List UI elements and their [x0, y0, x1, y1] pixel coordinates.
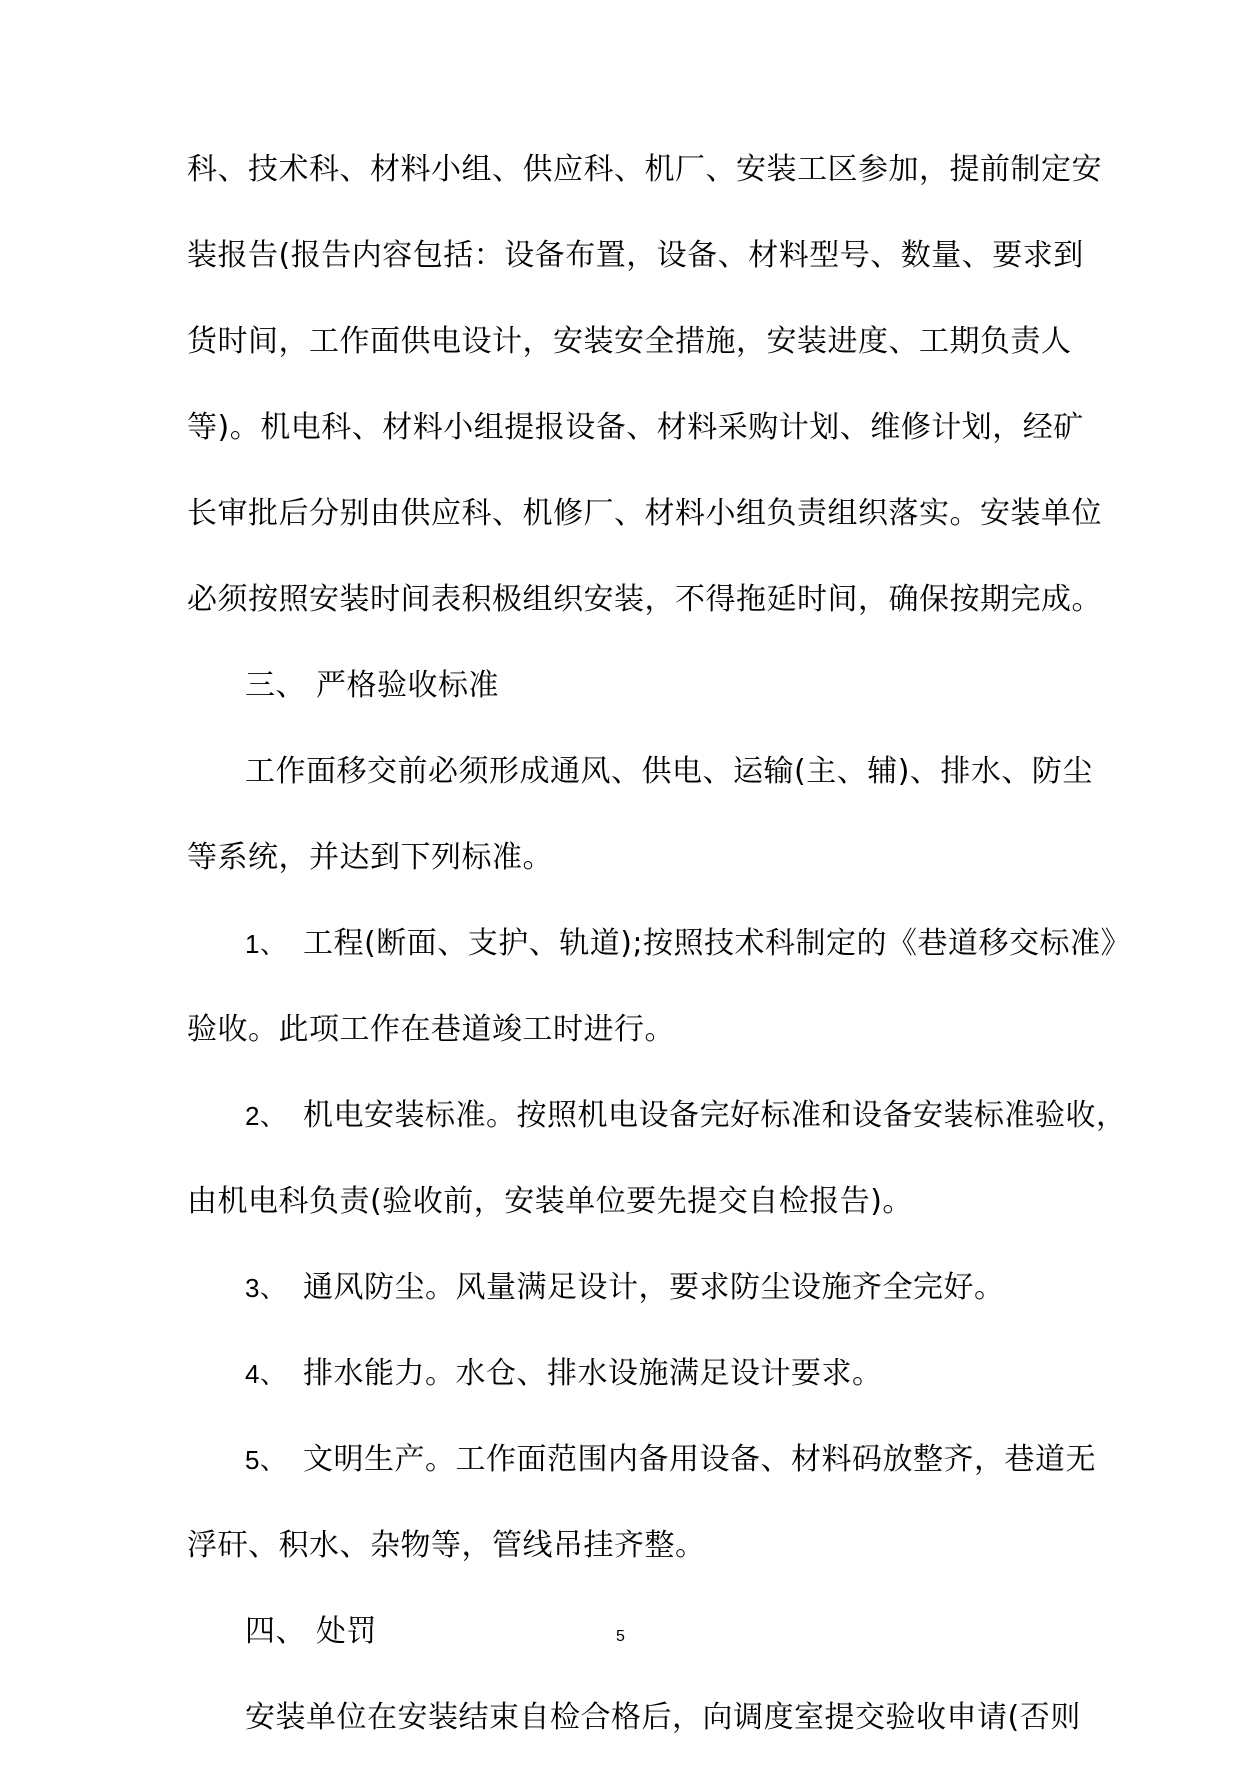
list-item-number: 1、 [245, 929, 287, 959]
paragraph-line [187, 1516, 1067, 1602]
heading-text: 四、 处罚 [245, 1614, 378, 1649]
list-item [187, 1430, 1096, 1516]
paragraph-line [187, 398, 1084, 484]
list-item-number: 2、 [245, 1101, 287, 1131]
paragraph-line [187, 312, 1072, 398]
paragraph-line [187, 226, 1084, 312]
line-text: 长审批后分别由供应科、机修厂、材料小组负责组织落实。安装单位 [187, 496, 1102, 531]
body-text [187, 140, 1132, 1774]
line-text: 浮矸、积水、杂物等，管线吊挂齐整。 [187, 1528, 706, 1563]
line-text: 安装单位在安装结束自检合格后，向调度室提交验收申请(否则 [245, 1700, 1081, 1735]
line-text: 排水能力。水仓、排水设施满足设计要求。 [303, 1356, 883, 1391]
line-text: 装报告(报告内容包括：设备布置，设备、材料型号、数量、要求到 [187, 238, 1084, 273]
paragraph-line [187, 828, 1067, 914]
paragraph-line [187, 484, 1102, 570]
paragraph-line [187, 1172, 1067, 1258]
line-text: 文明生产。工作面范围内备用设备、材料码放整齐，巷道无 [303, 1442, 1096, 1477]
heading-text: 三、 严格验收标准 [245, 668, 500, 703]
line-text: 货时间，工作面供电设计，安装安全措施，安装进度、工期负责人 [187, 324, 1072, 359]
list-item-number: 5、 [245, 1445, 287, 1475]
paragraph-line [187, 742, 1093, 828]
line-text: 工作面移交前必须形成通风、供电、运输(主、辅)、排水、防尘 [245, 754, 1093, 789]
list-item-number: 4、 [245, 1359, 287, 1389]
line-text: 必须按照安装时间表积极组织安装，不得拖延时间，确保按期完成。 [187, 582, 1102, 617]
line-text: 验收。此项工作在巷道竣工时进行。 [187, 1012, 675, 1047]
list-item [187, 1344, 1067, 1430]
line-text: 等)。机电科、材料小组提报设备、材料采购计划、维修计划，经矿 [187, 410, 1084, 445]
list-item [187, 914, 1132, 1000]
page-number: 5 [616, 1628, 625, 1645]
line-text: 由机电科负责(验收前，安装单位要先提交自检报告)。 [187, 1184, 913, 1219]
line-text: 等系统，并达到下列标准。 [187, 840, 553, 875]
line-text: 机电安装标准。按照机电设备完好标准和设备安装标准验收， [303, 1098, 1127, 1133]
line-text: 科、技术科、材料小组、供应科、机厂、安装工区参加，提前制定安 [187, 152, 1102, 187]
paragraph-line [187, 570, 1102, 656]
line-text: 通风防尘。风量满足设计，要求防尘设施齐全完好。 [303, 1270, 1005, 1305]
section-heading [187, 656, 1067, 742]
paragraph-line [187, 1688, 1081, 1774]
line-text: 工程(断面、支护、轨道);按照技术科制定的《巷道移交标准》 [303, 926, 1132, 961]
list-item-number: 3、 [245, 1273, 287, 1303]
paragraph-line [187, 140, 1102, 226]
list-item [187, 1258, 1067, 1344]
list-item [187, 1086, 1127, 1172]
paragraph-line [187, 1000, 1067, 1086]
